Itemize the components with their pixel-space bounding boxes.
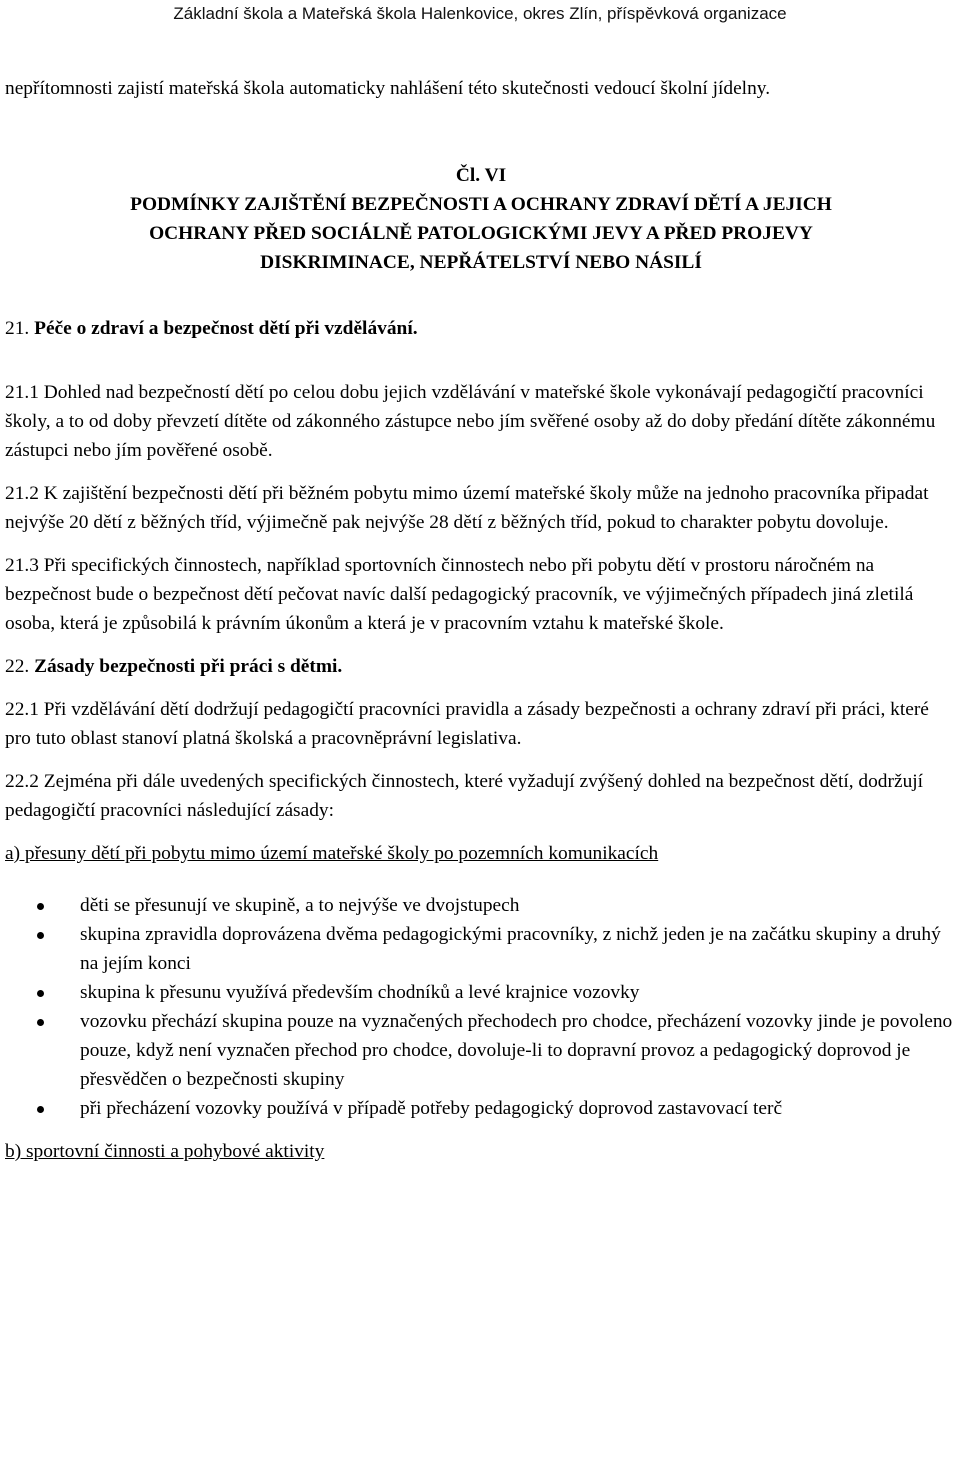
list-item-text: při přecházení vozovky používá v případě potřeby pedagogický doprovod zastavovací terč: [80, 1098, 783, 1119]
bullet-icon: [37, 1019, 44, 1026]
list-item-text: skupina zpravidla doprovázena dvěma pedagogickými pracovníky, z nichž jeden je na začátku skupiny a druhý na jejím konci: [80, 924, 941, 974]
list-item: [5, 1007, 957, 1094]
subheading-b: b) sportovní činnosti a pohybové aktivity: [5, 1141, 325, 1162]
section-22-heading: [5, 652, 957, 681]
chapter-title-line-3: DISKRIMINACE, NEPŘÁTELSTVÍ NEBO NÁSILÍ: [260, 252, 702, 273]
chapter-title-line-2: OCHRANY PŘED SOCIÁLNĚ PATOLOGICKÝMI JEVY A PŘED PROJEVY: [149, 223, 813, 244]
paragraph-21-2: 21.2 K zajištění bezpečnosti dětí při běžném pobytu mimo území mateřské školy může na jednoho pracovníka připadat nejvýše 20 dětí z běžných tříd, výjimečně pak nejvýše 28 dětí z běžných tříd, pokud to charakter pobytu dovoluje.: [5, 483, 929, 533]
section-22-number: 22.: [5, 656, 30, 677]
list-item: [5, 891, 957, 920]
bullet-icon: [37, 932, 44, 939]
list-item-text: vozovku přechází skupina pouze na vyznačených přechodech pro chodce, přecházení vozovky jinde je povoleno pouze, když není vyznačen přechod pro chodce, dovoluje-li to dopravní provoz a pedagogický doprovod je přesvědčen o bezpečnosti skupiny: [80, 1011, 953, 1090]
list-item: [5, 1094, 957, 1123]
subheading-a: a) přesuny dětí při pobytu mimo území mateřské školy po pozemních komunikacích: [5, 843, 659, 864]
paragraph-22-2: 22.2 Zejména při dále uvedených specifických činnostech, které vyžadují zvýšený dohled na bezpečnost dětí, dodržují pedagogičtí pracovníci následující zásady:: [5, 771, 924, 821]
list-item-text: děti se přesunují ve skupině, a to nejvýše ve dvojstupech: [80, 895, 520, 916]
paragraph-22-1: 22.1 Při vzdělávání dětí dodržují pedagogičtí pracovníci pravidla a zásady bezpečnosti a ochrany zdraví při práci, které pro tuto oblast stanoví platná školská a pracovněprávní legislativa.: [5, 699, 929, 749]
section-22-title: Zásady bezpečnosti při práci s dětmi.: [34, 656, 343, 677]
page-header: Základní škola a Mateřská škola Halenkovice, okres Zlín, příspěvková organizace: [173, 4, 787, 23]
section-21-heading: [5, 314, 957, 343]
chapter-title-line-1: PODMÍNKY ZAJIŠTĚNÍ BEZPEČNOSTI A OCHRANY ZDRAVÍ DĚTÍ A JEJICH: [130, 194, 832, 215]
bullet-icon: [37, 903, 44, 910]
bullet-icon: [37, 990, 44, 997]
bullet-list: [5, 891, 957, 1123]
paragraph-21-3: 21.3 Při specifických činnostech, například sportovních činnostech nebo při pobytu dětí v prostoru náročném na bezpečnost bude o bezpečnost dětí pečovat navíc další pedagogický pracovník, ve výjimečných případech jiná zletilá osoba, která je způsobilá k právním úkonům a která je v pracovním vztahu k mateřské škole.: [5, 555, 914, 634]
document-body: [5, 74, 957, 1166]
list-item: [5, 978, 957, 1007]
paragraph-21-1: 21.1 Dohled nad bezpečností dětí po celou dobu jejich vzdělávání v mateřské škole vykonávají pedagogičtí pracovníci školy, a to od doby převzetí dítěte od zákonného zástupce nebo jím svěřené osoby až do doby předání dítěte zákonnému zástupci nebo jím pověřené osobě.: [5, 382, 936, 461]
chapter-heading: [5, 161, 957, 277]
list-item-text: skupina k přesunu využívá především chodníků a levé krajnice vozovky: [80, 982, 640, 1003]
bullet-icon: [37, 1106, 44, 1113]
section-21-number: 21.: [5, 318, 30, 339]
list-item: [5, 920, 957, 978]
section-21-title: Péče o zdraví a bezpečnost dětí při vzdělávání.: [34, 318, 418, 339]
intro-paragraph: nepřítomnosti zajistí mateřská škola automaticky nahlášení této skutečnosti vedoucí školní jídelny.: [5, 78, 771, 99]
chapter-number: Čl. VI: [455, 165, 507, 186]
